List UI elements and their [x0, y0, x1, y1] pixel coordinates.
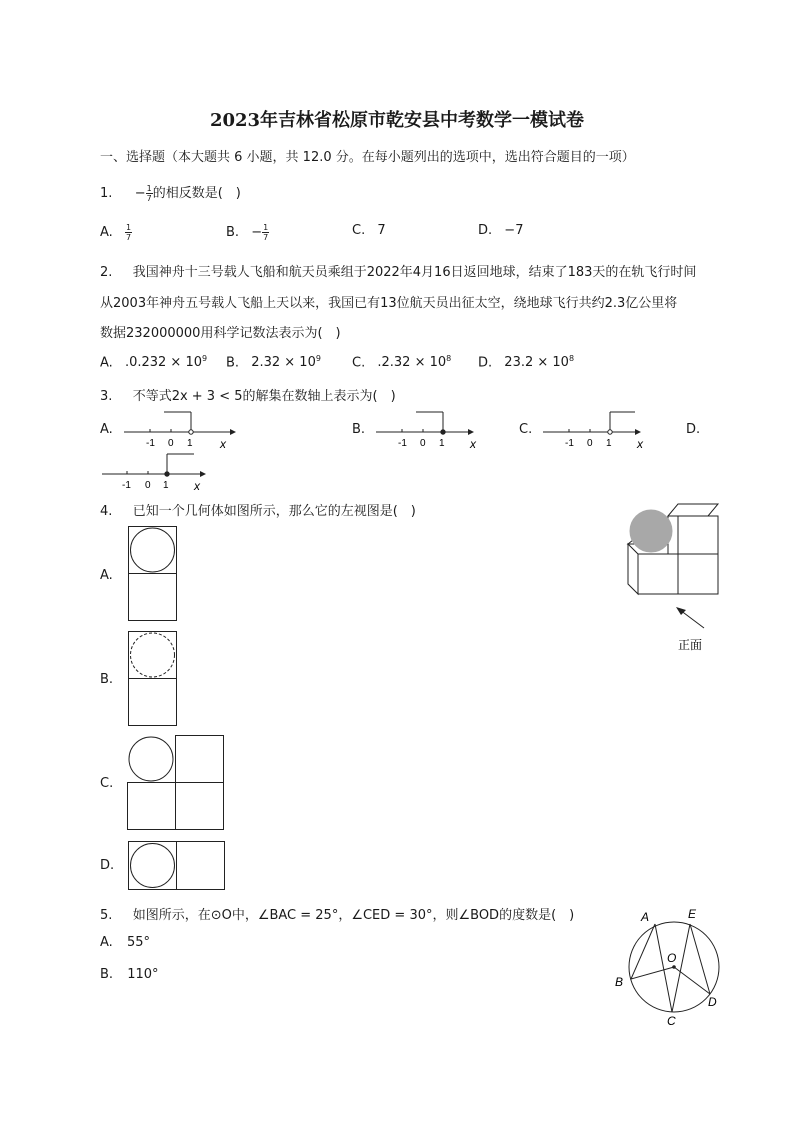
q4-option-b-label[interactable]: B.: [100, 672, 114, 687]
option-label: A.: [100, 225, 113, 240]
question-2: [100, 261, 696, 280]
point-label-e: E: [688, 907, 697, 921]
option-exponent: 9: [315, 354, 321, 363]
geometry-solid-figure: [620, 500, 730, 655]
fraction-denominator: 7: [263, 233, 269, 242]
tick-label: -1: [122, 480, 131, 491]
q1-option-b[interactable]: [226, 223, 269, 242]
option-value: −7: [504, 223, 524, 238]
q4-option-a-figure[interactable]: [128, 526, 178, 622]
number-line-c: [539, 408, 659, 450]
option-value: 2.32 × 10: [251, 355, 316, 371]
tick-label: 1: [606, 438, 612, 449]
q4-option-d-label[interactable]: D.: [100, 858, 115, 873]
option-exponent: 9: [202, 354, 208, 363]
option-value: 23.2 × 10: [504, 355, 569, 371]
option-value: .2.32 × 10: [377, 355, 447, 371]
q4-option-a-label[interactable]: A.: [100, 568, 113, 583]
question-1: [100, 182, 241, 203]
question-text: 不等式2x + 3 < 5的解集在数轴上表示为( ): [132, 389, 396, 404]
axis-variable: x: [470, 437, 476, 451]
option-value: 110°: [127, 967, 159, 982]
q1-option-d[interactable]: [478, 223, 523, 238]
fraction-denominator: 7: [125, 233, 132, 242]
point-label-a: A: [641, 910, 650, 924]
option-label: C.: [352, 355, 366, 371]
page-title: 2023年吉林省松原市乾安县中考数学一模试卷: [209, 110, 585, 131]
point-label-b: B: [615, 975, 624, 989]
number-line-d: [100, 452, 220, 494]
q1-option-a[interactable]: [100, 223, 132, 242]
q4-option-c-label[interactable]: C.: [100, 776, 114, 791]
option-value: 7: [377, 223, 386, 238]
circle-geometry-figure: [610, 905, 735, 1030]
tick-label: 0: [168, 438, 174, 449]
tick-label: -1: [398, 438, 407, 449]
tick-label: 0: [420, 438, 426, 449]
point-label-o: O: [667, 951, 677, 965]
tick-label: -1: [565, 438, 574, 449]
fraction-numerator: 1: [125, 223, 132, 232]
option-fraction: [262, 223, 269, 242]
front-view-label: 正面: [678, 638, 703, 652]
option-exponent: 8: [568, 354, 575, 363]
tick-label: 1: [439, 438, 445, 449]
question-number: 3.: [100, 389, 113, 404]
question-text: 我国神舟十三号载人飞船和航天员乘组于2022年4月16日返回地球，结束了183天的在轨飞行时间: [132, 265, 697, 280]
option-label: A.: [100, 935, 113, 950]
q4-option-d-figure[interactable]: [128, 841, 228, 891]
tick-label: -1: [146, 438, 155, 449]
option-value: 55°: [126, 935, 150, 950]
option-label: D.: [478, 355, 493, 371]
axis-variable: x: [194, 479, 200, 493]
fraction-denominator: 7: [146, 194, 152, 203]
question-4: [100, 500, 416, 519]
option-label: B.: [100, 967, 114, 982]
question-number: 5.: [100, 908, 113, 923]
axis-variable: x: [220, 437, 226, 451]
question-number: 1.: [100, 186, 113, 201]
q2-option-c[interactable]: [352, 354, 451, 370]
question-text-line3: 数据232000000用科学记数法表示为( ): [100, 326, 341, 341]
option-label: C.: [352, 223, 366, 238]
q4-option-c-figure[interactable]: [127, 735, 225, 831]
minus-sign: −: [134, 186, 146, 201]
tick-label: 1: [187, 438, 193, 449]
option-label: D.: [478, 223, 493, 238]
point-label-c: C: [667, 1014, 676, 1028]
option-label: B.: [226, 355, 240, 371]
option-fraction: [125, 223, 132, 242]
question-text: 的相反数是( ): [152, 186, 241, 201]
q5-option-b[interactable]: [100, 967, 159, 982]
q3-option-b-label[interactable]: B.: [352, 422, 366, 437]
question-text-line2: 从2003年神舟五号载人飞船上天以来，我国已有13位航天员出征太空，绕地球飞行共约2.3亿公里将: [100, 296, 678, 311]
fraction-numerator: 1: [146, 184, 152, 193]
tick-label: 0: [145, 480, 151, 491]
question-3: [100, 385, 396, 404]
section-heading: 一、选择题（本大题共 6 小题，共 12.0 分。在每小题列出的选项中，选出符合题目的一项）: [100, 150, 635, 165]
fraction: [146, 184, 153, 203]
fraction-numerator: 1: [263, 223, 269, 232]
question-5: [100, 904, 574, 923]
option-exponent: 8: [446, 354, 452, 363]
number-line-b: [372, 408, 492, 450]
q3-option-c-label[interactable]: C.: [519, 422, 533, 437]
q2-option-b[interactable]: [226, 354, 321, 370]
option-value: .0.232 × 10: [124, 355, 202, 371]
question-text: 已知一个几何体如图所示，那么它的左视图是( ): [132, 504, 416, 519]
q2-option-d[interactable]: [478, 354, 574, 370]
axis-variable: x: [637, 437, 643, 451]
question-number: 4.: [100, 504, 113, 519]
q1-option-c[interactable]: [352, 223, 386, 238]
tick-label: 0: [587, 438, 593, 449]
point-label-d: D: [708, 995, 717, 1009]
q2-option-a[interactable]: [100, 354, 207, 370]
option-label: A.: [100, 355, 113, 371]
q3-option-d-label[interactable]: D.: [686, 422, 701, 437]
question-text: 如图所示，在⊙O中，∠BAC = 25°，∠CED = 30°，则∠BOD的度数是( ): [132, 908, 575, 923]
q5-option-a[interactable]: [100, 935, 150, 950]
tick-label: 1: [163, 480, 169, 491]
q4-option-b-figure[interactable]: [128, 631, 178, 727]
option-label: B.: [226, 225, 240, 240]
question-number: 2.: [100, 265, 113, 280]
minus-sign: −: [251, 225, 263, 240]
q3-option-a-label[interactable]: A.: [100, 422, 113, 437]
number-line-a: [120, 408, 240, 450]
